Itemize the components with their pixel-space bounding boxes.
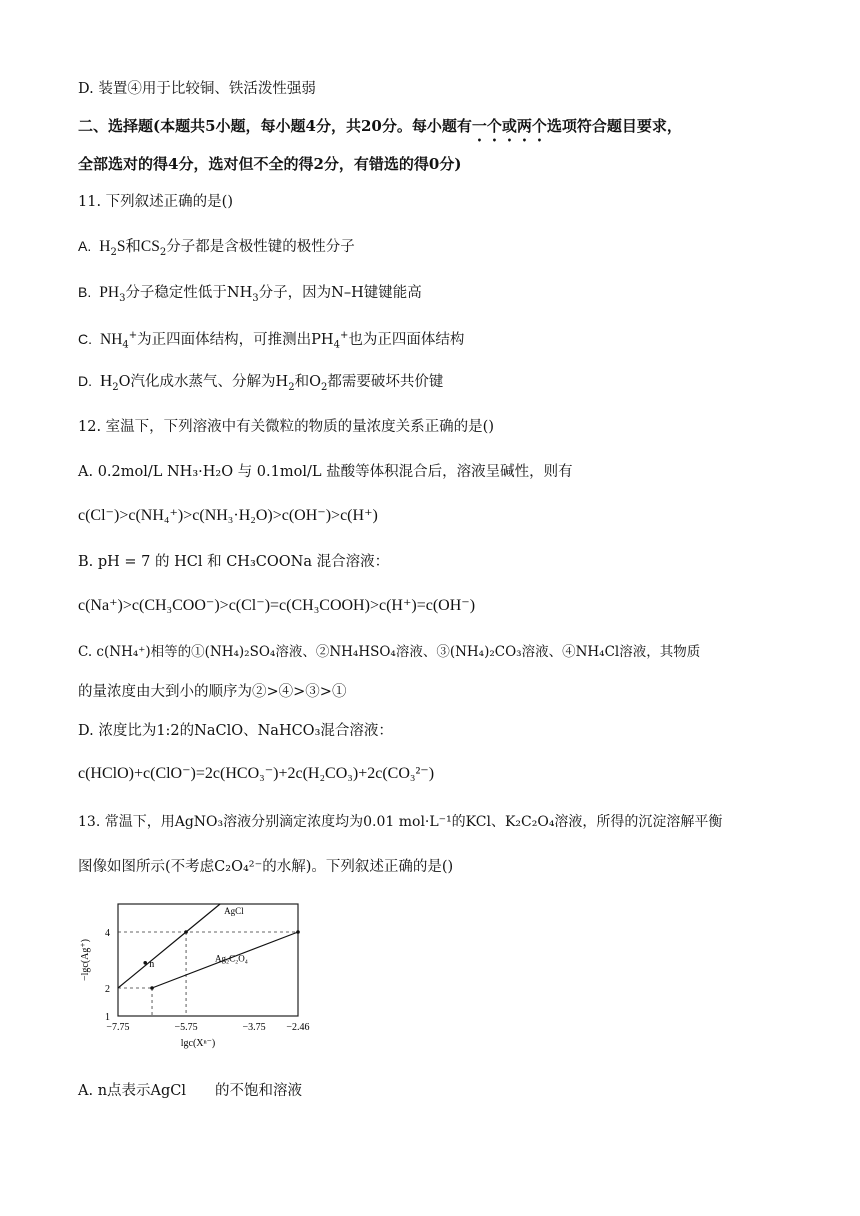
- formula: H: [100, 371, 113, 390]
- superscript: +: [128, 330, 138, 341]
- x-tick-label: −7.75: [106, 1022, 130, 1033]
- subscript: 2: [288, 381, 295, 393]
- x-axis-label: lgc(Xⁿ⁻): [180, 1038, 216, 1049]
- line-option-d-prev: D. 装置④用于比较铜、铁活泼性强弱: [78, 81, 316, 97]
- section-header-line2: 全部选对的得4分，选对但不全的得2分，有错选的得0分): [78, 155, 462, 173]
- q13-option-a: A. n点表示AgCl 的不饱和溶液: [78, 1083, 303, 1099]
- formula: H: [99, 238, 111, 255]
- option-text: 分子稳定性低于NH: [125, 285, 253, 301]
- section-header-a: 二、选择题(本题共5小题，每小题4分，共20分。每小题有: [78, 117, 472, 135]
- solubility-chart: [80, 898, 320, 1058]
- formula: S和CS: [116, 238, 160, 255]
- subscript: 2: [159, 246, 167, 258]
- question-12: 12. 室温下，下列溶液中有关微粒的物质的量浓度关系正确的是(): [78, 419, 494, 435]
- option-label: C.: [78, 330, 92, 347]
- option-label: D.: [78, 373, 92, 389]
- section-header-line1: [78, 116, 682, 145]
- option-text: 和O: [294, 374, 321, 390]
- x-tick-label: −3.75: [242, 1022, 266, 1033]
- q11-option-d: [78, 371, 443, 398]
- plot-frame: [118, 904, 298, 1016]
- q12-option-b-line2: c(Na⁺)>c(CH₃COO⁻)>c(Cl⁻)=c(CH₃COOH)>c(H⁺)=c(OH⁻): [78, 597, 476, 614]
- q11-option-c: [78, 326, 464, 356]
- section-header-c: 选项符合题目要求，: [546, 117, 682, 135]
- point-n: [143, 961, 147, 965]
- data-point: [296, 930, 300, 934]
- q12-option-d-line1: D. 浓度比为1:2的NaClO、NaHCO₃混合溶液：: [78, 723, 393, 739]
- q12-option-b-line1: B. pH = 7 的 HCl 和 CH₃COONa 混合溶液：: [78, 554, 390, 570]
- y-tick-label: 4: [105, 928, 110, 939]
- question-11: 11. 下列叙述正确的是(): [78, 194, 233, 210]
- point-n-label: n: [149, 958, 155, 970]
- question-13-line2: 图像如图所示(不考虑C₂O₄²⁻的水解)。下列叙述正确的是(): [78, 859, 454, 875]
- option-text: 分子都是含极性键的极性分子: [166, 239, 355, 255]
- q12-option-c-line2: 的量浓度由大到小的顺序为②>④>③>①: [78, 684, 347, 700]
- y-tick-label: 1: [105, 1012, 110, 1023]
- series-line-agcl: [118, 904, 220, 988]
- subscript: 4: [333, 339, 340, 351]
- option-label: A.: [78, 238, 92, 254]
- superscript: +: [339, 330, 349, 341]
- y-tick-label: 2: [105, 984, 110, 995]
- q11-option-b: [78, 282, 422, 309]
- q12-option-a-line2: c(Cl⁻)>c(NH₄⁺)>c(NH₃·H₂O)>c(OH⁻)>c(H⁺): [78, 507, 378, 524]
- x-tick-label: −2.46: [286, 1022, 310, 1033]
- subscript: 2: [320, 381, 328, 393]
- subscript: 4: [122, 339, 129, 351]
- formula: PH: [99, 284, 120, 301]
- subscript: 2: [112, 381, 119, 393]
- series-label-agcl: AgCl: [224, 906, 244, 916]
- section-header-emphasis: 一个或两个: [471, 117, 547, 135]
- option-text: 分子，因为N–H键键能高: [258, 285, 422, 301]
- series-label-ag2c2o4: Ag₂C₂O₄: [214, 953, 248, 964]
- q11-option-a: [78, 236, 355, 263]
- option-label: B.: [78, 284, 92, 300]
- q12-option-c-line1: C. c(NH₄⁺)相等的①(NH₄)₂SO₄溶液、②NH₄HSO₄溶液、③(NH₄)₂CO₃溶液、④NH₄Cl溶液，其物质: [78, 644, 701, 660]
- data-point: [150, 986, 154, 990]
- option-text: 也为正四面体结构: [348, 331, 465, 348]
- formula: NH: [100, 330, 123, 348]
- x-tick-label: −5.75: [174, 1022, 198, 1033]
- q12-option-d-line2: c(HClO)+c(ClO⁻)=2c(HCO₃⁻)+2c(H₂CO₃)+2c(CO₃²⁻): [78, 765, 435, 782]
- question-13-line1: 13. 常温下，用AgNO₃溶液分别滴定浓度均为0.01 mol·L⁻¹的KCl、K₂C₂O₄溶液，所得的沉淀溶解平衡: [78, 814, 723, 830]
- y-axis-label: −lgc(Ag⁺): [80, 938, 91, 982]
- subscript: 3: [252, 292, 259, 304]
- subscript: 2: [110, 246, 117, 258]
- option-text: 都需要破坏共价键: [327, 374, 444, 390]
- subscript: 3: [119, 292, 126, 304]
- option-text: O汽化成水蒸气、分解为H: [118, 374, 289, 390]
- data-point: [184, 930, 188, 934]
- option-text: 为正四面体结构，可推测出PH: [137, 331, 334, 348]
- q12-option-a-line1: A. 0.2mol/L NH₃·H₂O 与 0.1mol/L 盐酸等体积混合后，溶液呈碱性，则有: [78, 464, 573, 480]
